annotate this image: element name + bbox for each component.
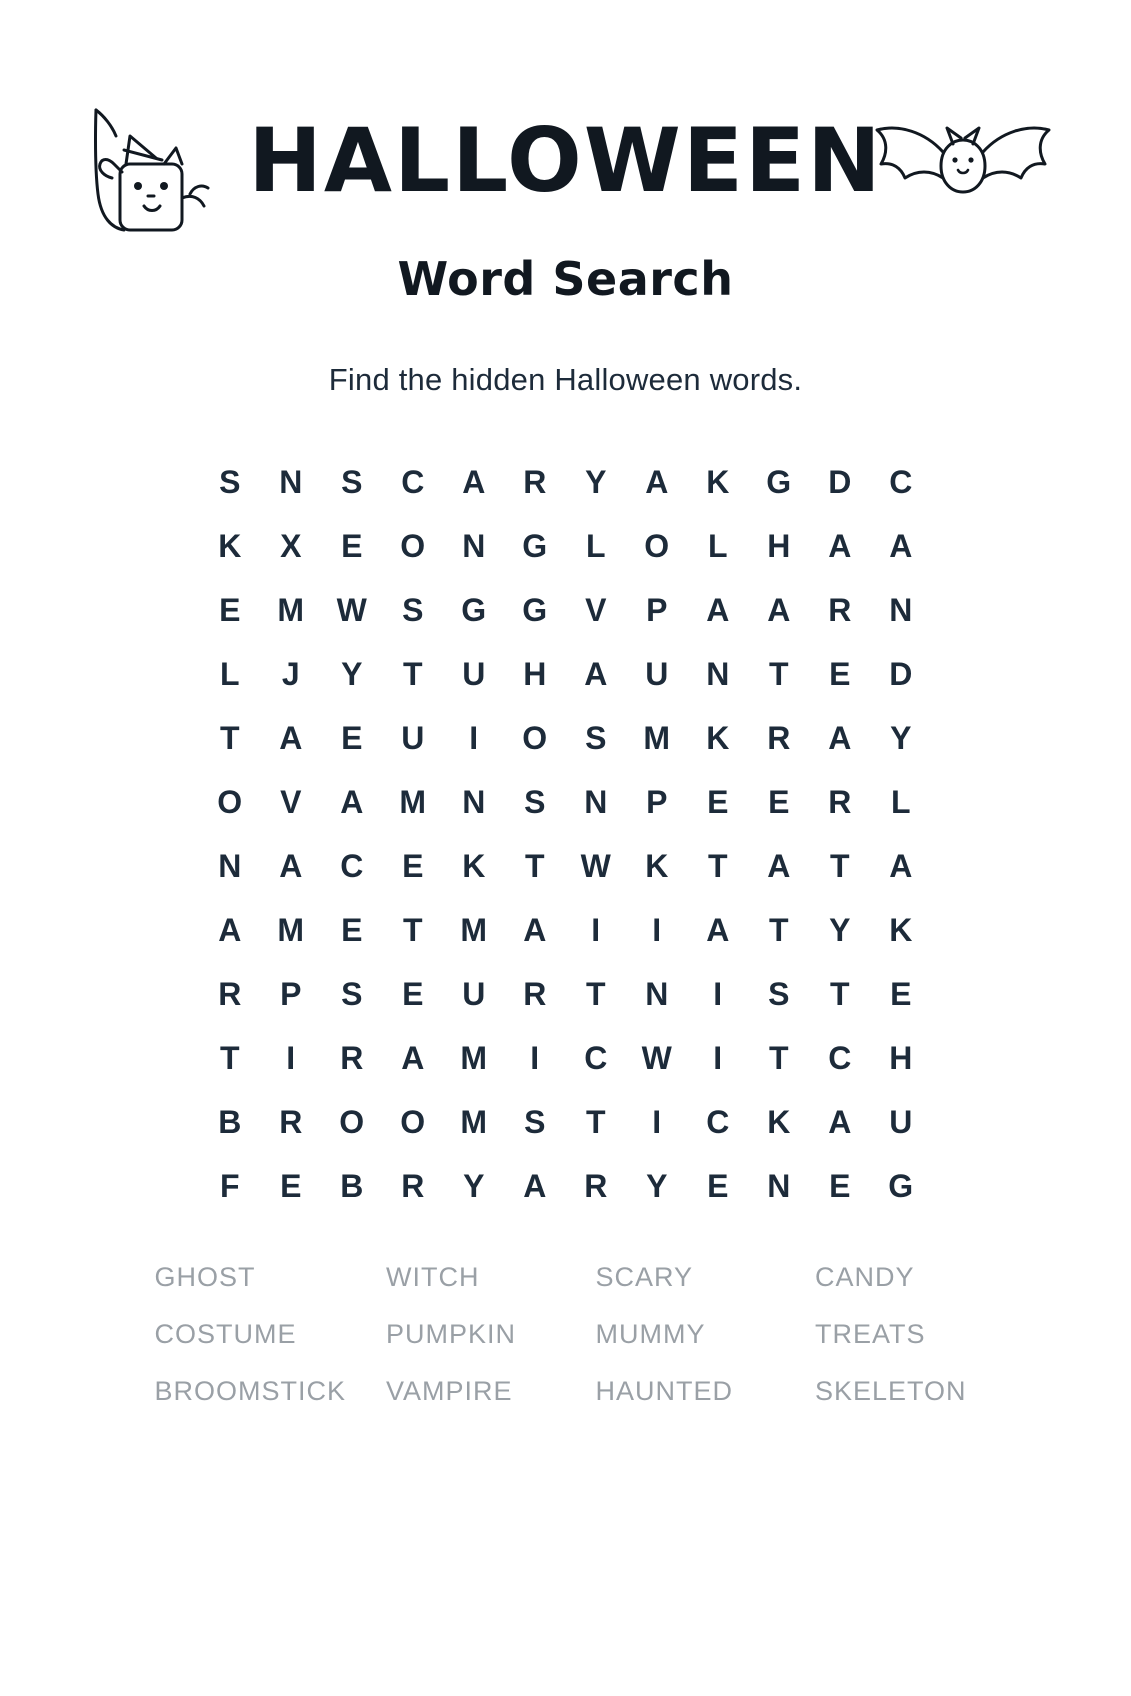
grid-cell[interactable]: O — [522, 719, 548, 756]
grid-cell[interactable]: E — [402, 847, 424, 884]
grid-cell[interactable]: W — [580, 847, 612, 884]
grid-cell[interactable]: V — [585, 591, 607, 628]
grid-cell[interactable]: S — [402, 591, 424, 628]
grid-cell[interactable]: S — [341, 463, 363, 500]
grid-cell[interactable]: I — [591, 911, 601, 948]
grid-cell[interactable]: T — [829, 847, 851, 884]
grid-cell[interactable]: K — [706, 463, 730, 500]
grid-cell[interactable]: O — [644, 527, 670, 564]
grid-cell[interactable]: K — [767, 1103, 791, 1140]
grid-cell[interactable]: C — [584, 1039, 608, 1076]
grid-cell[interactable]: M — [460, 1039, 488, 1076]
grid-cell[interactable]: S — [768, 975, 790, 1012]
grid-cell[interactable]: A — [401, 1039, 425, 1076]
grid-cell[interactable]: A — [279, 847, 303, 884]
grid-cell[interactable]: A — [279, 719, 303, 756]
grid-cell[interactable]: M — [277, 911, 305, 948]
grid-cell[interactable]: J — [281, 655, 301, 692]
grid-cell[interactable]: G — [766, 463, 792, 500]
word-list — [151, 1262, 981, 1407]
grid-cell[interactable]: G — [522, 591, 548, 628]
grid-cell[interactable]: E — [341, 719, 363, 756]
grid-cell[interactable]: S — [524, 783, 546, 820]
grid-cell[interactable]: R — [584, 1167, 608, 1204]
grid-cell[interactable]: R — [279, 1103, 303, 1140]
grid-cell[interactable]: R — [767, 719, 791, 756]
grid-cell[interactable]: H — [889, 1039, 913, 1076]
grid-cell[interactable]: C — [340, 847, 364, 884]
grid-cell[interactable]: B — [218, 1103, 242, 1140]
grid-cell[interactable]: T — [524, 847, 546, 884]
grid-cell[interactable]: T — [402, 911, 424, 948]
grid-cell[interactable]: T — [219, 1039, 241, 1076]
word-list-item: VAMPIRE — [386, 1376, 513, 1406]
grid-cell[interactable]: O — [400, 1103, 426, 1140]
word-search-grid[interactable] — [200, 450, 932, 1218]
grid-cell[interactable]: W — [641, 1039, 673, 1076]
grid-cell[interactable]: R — [340, 1039, 364, 1076]
grid-cell[interactable]: A — [584, 655, 608, 692]
word-list-item: WITCH — [386, 1262, 480, 1292]
header — [0, 96, 1131, 226]
grid-cell[interactable]: S — [585, 719, 607, 756]
grid-cell[interactable]: R — [828, 591, 852, 628]
grid-cell[interactable]: E — [768, 783, 790, 820]
grid-cell[interactable]: P — [646, 783, 668, 820]
grid-cell[interactable]: C — [828, 1039, 852, 1076]
grid-cell[interactable]: Y — [341, 655, 363, 692]
grid-cell[interactable]: P — [646, 591, 668, 628]
grid-cell[interactable]: A — [706, 591, 730, 628]
word-list-item: CANDY — [815, 1262, 915, 1292]
word-list-item: PUMPKIN — [386, 1319, 517, 1349]
grid-cell[interactable]: T — [585, 1103, 607, 1140]
grid-cell[interactable]: E — [890, 975, 912, 1012]
word-list-item: COSTUME — [154, 1319, 297, 1349]
word-list-item: SCARY — [595, 1262, 694, 1292]
word-list-item: HAUNTED — [595, 1376, 734, 1406]
grid-cell[interactable]: I — [469, 719, 479, 756]
grid-cell[interactable]: K — [218, 527, 242, 564]
grid-cell[interactable]: E — [829, 655, 851, 692]
grid-cell[interactable]: E — [341, 527, 363, 564]
grid-cell[interactable]: T — [829, 975, 851, 1012]
grid-cell[interactable]: L — [585, 527, 607, 564]
grid-cell[interactable]: N — [279, 463, 303, 500]
grid-cell[interactable]: E — [707, 1167, 729, 1204]
bat-icon — [863, 114, 1063, 229]
grid-cell[interactable]: Y — [463, 1167, 485, 1204]
grid-cell[interactable]: N — [462, 783, 486, 820]
grid-cell[interactable]: F — [219, 1167, 241, 1204]
grid-cell[interactable]: A — [218, 911, 242, 948]
grid-cell[interactable]: N — [645, 975, 669, 1012]
page-title: HALLOWEEN — [248, 109, 883, 212]
grid-cell[interactable]: A — [889, 527, 913, 564]
grid-cell[interactable]: U — [401, 719, 425, 756]
grid-cell[interactable]: N — [584, 783, 608, 820]
grid-cell[interactable]: W — [336, 591, 368, 628]
grid-cell[interactable]: O — [217, 783, 243, 820]
grid-cell[interactable]: A — [767, 591, 791, 628]
grid-cell[interactable]: A — [645, 463, 669, 500]
grid-cell[interactable]: C — [706, 1103, 730, 1140]
grid-cell[interactable]: I — [530, 1039, 540, 1076]
grid-cell[interactable]: M — [460, 911, 488, 948]
grid-cell[interactable]: S — [219, 463, 241, 500]
grid-cell[interactable]: Y — [890, 719, 912, 756]
grid-cell[interactable]: L — [219, 655, 241, 692]
word-search-grid-wrapper — [0, 450, 1131, 1218]
word-list-item: TREATS — [815, 1319, 926, 1349]
grid-cell[interactable]: A — [828, 719, 852, 756]
grid-cell[interactable]: N — [767, 1167, 791, 1204]
grid-cell[interactable]: H — [523, 655, 547, 692]
grid-cell[interactable]: E — [829, 1167, 851, 1204]
grid-cell[interactable]: U — [645, 655, 669, 692]
grid-cell[interactable]: T — [402, 655, 424, 692]
witch-cat-icon — [78, 102, 228, 247]
instructions-text: Find the hidden Halloween words. — [328, 362, 803, 397]
grid-cell[interactable]: R — [523, 463, 547, 500]
grid-cell[interactable]: A — [523, 1167, 547, 1204]
grid-cell[interactable]: A — [340, 783, 364, 820]
grid-cell[interactable]: M — [399, 783, 427, 820]
grid-cell[interactable]: E — [707, 783, 729, 820]
page-subtitle: Word Search — [397, 252, 734, 306]
grid-cell[interactable]: I — [652, 1103, 662, 1140]
grid-cell[interactable]: L — [707, 527, 729, 564]
grid-cell[interactable]: X — [280, 527, 302, 564]
grid-cell[interactable]: E — [219, 591, 241, 628]
grid-cell[interactable]: T — [768, 1039, 790, 1076]
grid-cell[interactable]: E — [402, 975, 424, 1012]
grid-cell[interactable]: N — [889, 591, 913, 628]
grid-cell[interactable]: C — [401, 463, 425, 500]
grid-cell[interactable]: T — [585, 975, 607, 1012]
grid-cell[interactable]: G — [522, 527, 548, 564]
grid-cell[interactable]: A — [828, 1103, 852, 1140]
grid-cell[interactable]: H — [767, 527, 791, 564]
grid-cell[interactable]: N — [706, 655, 730, 692]
grid-cell[interactable]: B — [340, 1167, 364, 1204]
word-list-item: MUMMY — [595, 1319, 706, 1349]
grid-cell[interactable]: I — [713, 1039, 723, 1076]
grid-cell[interactable]: U — [462, 655, 486, 692]
grid-cell[interactable]: R — [401, 1167, 425, 1204]
grid-cell[interactable]: A — [767, 847, 791, 884]
grid-cell[interactable]: V — [280, 783, 302, 820]
word-list-item: BROOMSTICK — [154, 1376, 347, 1406]
grid-cell[interactable]: Y — [646, 1167, 668, 1204]
grid-cell[interactable]: K — [889, 911, 913, 948]
grid-cell[interactable]: M — [277, 591, 305, 628]
grid-cell[interactable]: L — [890, 783, 912, 820]
grid-cell[interactable]: T — [707, 847, 729, 884]
grid-cell[interactable]: A — [706, 911, 730, 948]
grid-cell[interactable]: G — [461, 591, 487, 628]
grid-cell[interactable]: K — [645, 847, 669, 884]
grid-cell[interactable]: I — [713, 975, 723, 1012]
grid-cell[interactable]: A — [462, 463, 486, 500]
grid-cell[interactable]: P — [280, 975, 302, 1012]
grid-cell[interactable]: T — [219, 719, 241, 756]
grid-cell[interactable]: U — [889, 1103, 913, 1140]
grid-cell[interactable]: K — [706, 719, 730, 756]
grid-cell[interactable]: D — [889, 655, 913, 692]
grid-cell[interactable]: N — [218, 847, 242, 884]
grid-cell[interactable]: M — [643, 719, 671, 756]
grid-cell[interactable]: S — [341, 975, 363, 1012]
grid-cell[interactable]: I — [652, 911, 662, 948]
grid-cell[interactable]: N — [462, 527, 486, 564]
grid-cell[interactable]: R — [828, 783, 852, 820]
grid-cell[interactable]: S — [524, 1103, 546, 1140]
grid-cell[interactable]: E — [280, 1167, 302, 1204]
grid-cell[interactable]: G — [888, 1167, 914, 1204]
grid-cell[interactable]: O — [400, 527, 426, 564]
grid-cell[interactable]: K — [462, 847, 486, 884]
grid-cell[interactable]: R — [218, 975, 242, 1012]
grid-cell[interactable]: T — [768, 911, 790, 948]
grid-cell[interactable]: D — [828, 463, 852, 500]
grid-cell[interactable]: U — [462, 975, 486, 1012]
grid-cell[interactable]: A — [523, 911, 547, 948]
grid-cell[interactable]: C — [889, 463, 913, 500]
grid-cell[interactable]: A — [828, 527, 852, 564]
word-list-item: SKELETON — [815, 1376, 967, 1406]
grid-cell[interactable]: E — [341, 911, 363, 948]
grid-cell[interactable]: A — [889, 847, 913, 884]
grid-cell[interactable]: M — [460, 1103, 488, 1140]
grid-cell[interactable]: O — [339, 1103, 365, 1140]
grid-cell[interactable]: I — [286, 1039, 296, 1076]
word-list-item: GHOST — [154, 1262, 256, 1292]
grid-cell[interactable]: Y — [829, 911, 851, 948]
grid-cell[interactable]: Y — [585, 463, 607, 500]
grid-cell[interactable]: R — [523, 975, 547, 1012]
grid-cell[interactable]: T — [768, 655, 790, 692]
worksheet-page — [0, 96, 1131, 1696]
